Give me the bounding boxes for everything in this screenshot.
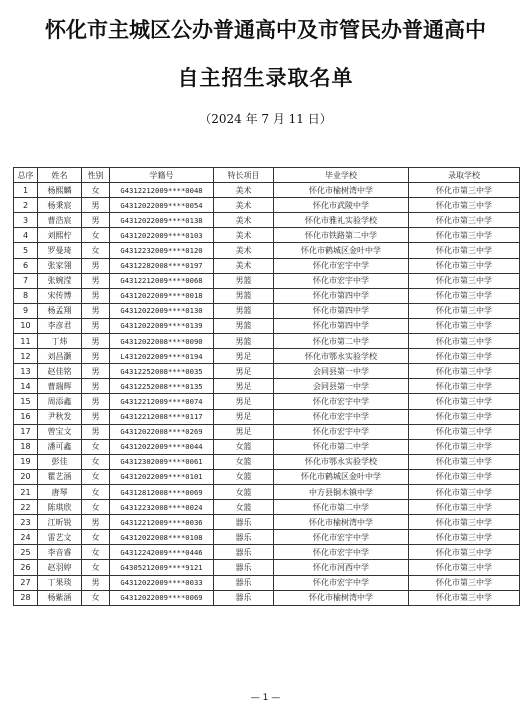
cell-admission-school: 怀化市第三中学 <box>409 575 520 590</box>
cell-student-id: G4312022009****0103 <box>110 228 214 243</box>
cell-specialty: 男足 <box>214 424 274 439</box>
cell-gender: 男 <box>82 379 110 394</box>
cell-index: 18 <box>14 439 38 454</box>
table-row <box>14 409 520 424</box>
cell-gender: 男 <box>82 303 110 318</box>
cell-index: 6 <box>14 258 38 273</box>
cell-specialty: 男足 <box>214 349 274 364</box>
cell-admission-school: 怀化市第三中学 <box>409 439 520 454</box>
cell-student-id: G4312242009****0446 <box>110 545 214 560</box>
cell-specialty: 美术 <box>214 243 274 258</box>
table-header-row <box>14 168 520 183</box>
cell-graduation-school: 怀化市第二中学 <box>274 500 409 515</box>
cell-admission-school: 怀化市第三中学 <box>409 379 520 394</box>
cell-student-id: L4312022009****0194 <box>110 349 214 364</box>
cell-specialty: 美术 <box>214 258 274 273</box>
cell-graduation-school: 怀化市鄂永实验学校 <box>274 454 409 469</box>
cell-student-id: G4312022009****0101 <box>110 469 214 484</box>
cell-student-id: G4312212009****0068 <box>110 273 214 288</box>
table-row <box>14 515 520 530</box>
cell-index: 24 <box>14 530 38 545</box>
table-row <box>14 500 520 515</box>
cell-index: 5 <box>14 243 38 258</box>
cell-name: 杨熙麟 <box>38 183 82 198</box>
cell-specialty: 女篮 <box>214 500 274 515</box>
table-row <box>14 469 520 484</box>
cell-student-id: G4312022009****0033 <box>110 575 214 590</box>
cell-name: 潘可鑫 <box>38 439 82 454</box>
cell-admission-school: 怀化市第三中学 <box>409 318 520 333</box>
cell-specialty: 男足 <box>214 409 274 424</box>
cell-graduation-school: 怀化市榆树湾中学 <box>274 590 409 605</box>
cell-name: 杨紫涵 <box>38 590 82 605</box>
table-row <box>14 318 520 333</box>
header-index: 总序 <box>14 168 38 183</box>
cell-name: 彭佳 <box>38 454 82 469</box>
cell-graduation-school: 怀化市第二中学 <box>274 439 409 454</box>
cell-admission-school: 怀化市第三中学 <box>409 334 520 349</box>
cell-student-id: G4312212008****0117 <box>110 409 214 424</box>
cell-gender: 女 <box>82 439 110 454</box>
header-gender: 性别 <box>82 168 110 183</box>
cell-admission-school: 怀化市第三中学 <box>409 273 520 288</box>
cell-index: 16 <box>14 409 38 424</box>
cell-student-id: G4312252008****0035 <box>110 364 214 379</box>
cell-student-id: G4312232009****0120 <box>110 243 214 258</box>
table-row <box>14 530 520 545</box>
cell-name: 曹浩宸 <box>38 213 82 228</box>
cell-specialty: 男篮 <box>214 318 274 333</box>
cell-admission-school: 怀化市第三中学 <box>409 530 520 545</box>
cell-gender: 男 <box>82 349 110 364</box>
cell-gender: 男 <box>82 213 110 228</box>
cell-admission-school: 怀化市第三中学 <box>409 228 520 243</box>
cell-specialty: 男篮 <box>214 273 274 288</box>
cell-index: 27 <box>14 575 38 590</box>
table-row <box>14 545 520 560</box>
cell-gender: 女 <box>82 500 110 515</box>
cell-specialty: 器乐 <box>214 530 274 545</box>
cell-name: 唐琴 <box>38 484 82 499</box>
cell-gender: 女 <box>82 590 110 605</box>
cell-specialty: 器乐 <box>214 590 274 605</box>
cell-gender: 女 <box>82 454 110 469</box>
page-number: — 1 — <box>250 693 281 703</box>
cell-index: 11 <box>14 334 38 349</box>
cell-graduation-school: 怀化市第四中学 <box>274 288 409 303</box>
cell-graduation-school: 怀化市第二中学 <box>274 334 409 349</box>
cell-name: 赵佳铭 <box>38 364 82 379</box>
cell-index: 4 <box>14 228 38 243</box>
cell-gender: 男 <box>82 394 110 409</box>
cell-student-id: G4312022009****0018 <box>110 288 214 303</box>
cell-index: 13 <box>14 364 38 379</box>
cell-name: 张家翎 <box>38 258 82 273</box>
cell-index: 8 <box>14 288 38 303</box>
cell-student-id: G4312282008****0197 <box>110 258 214 273</box>
cell-specialty: 男篮 <box>214 334 274 349</box>
cell-index: 17 <box>14 424 38 439</box>
cell-gender: 女 <box>82 530 110 545</box>
cell-specialty: 男篮 <box>214 288 274 303</box>
cell-name: 陈琪欣 <box>38 500 82 515</box>
cell-admission-school: 怀化市第三中学 <box>409 469 520 484</box>
table-row <box>14 288 520 303</box>
cell-specialty: 美术 <box>214 228 274 243</box>
table-row <box>14 439 520 454</box>
cell-index: 15 <box>14 394 38 409</box>
cell-name: 李彦君 <box>38 318 82 333</box>
table-row <box>14 590 520 605</box>
cell-admission-school: 怀化市第三中学 <box>409 454 520 469</box>
cell-admission-school: 怀化市第三中学 <box>409 183 520 198</box>
cell-index: 23 <box>14 515 38 530</box>
cell-name: 张婉滢 <box>38 273 82 288</box>
table-row <box>14 484 520 499</box>
cell-graduation-school: 怀化市榆树湾中学 <box>274 183 409 198</box>
admission-list-table <box>13 167 520 606</box>
cell-gender: 女 <box>82 469 110 484</box>
cell-index: 25 <box>14 545 38 560</box>
cell-gender: 女 <box>82 243 110 258</box>
cell-gender: 女 <box>82 560 110 575</box>
cell-student-id: G4312022009****0139 <box>110 318 214 333</box>
cell-name: 丁果琰 <box>38 575 82 590</box>
cell-name: 曾宝文 <box>38 424 82 439</box>
cell-graduation-school: 怀化市榆树湾中学 <box>274 515 409 530</box>
cell-graduation-school: 怀化市雅礼实验学校 <box>274 213 409 228</box>
cell-student-id: G4312212009****0074 <box>110 394 214 409</box>
cell-student-id: G4312022009****0069 <box>110 590 214 605</box>
cell-index: 2 <box>14 198 38 213</box>
cell-specialty: 器乐 <box>214 575 274 590</box>
table-row <box>14 273 520 288</box>
cell-specialty: 女篮 <box>214 484 274 499</box>
cell-specialty: 男足 <box>214 379 274 394</box>
cell-gender: 女 <box>82 183 110 198</box>
cell-admission-school: 怀化市第三中学 <box>409 394 520 409</box>
cell-admission-school: 怀化市第三中学 <box>409 364 520 379</box>
cell-specialty: 男篮 <box>214 303 274 318</box>
cell-graduation-school: 怀化市宏宇中学 <box>274 545 409 560</box>
cell-student-id: G4312232008****0024 <box>110 500 214 515</box>
document-date: （2024 年 7 月 11 日） <box>199 112 332 126</box>
cell-specialty: 男足 <box>214 394 274 409</box>
cell-index: 7 <box>14 273 38 288</box>
cell-name: 雷艺文 <box>38 530 82 545</box>
cell-admission-school: 怀化市第三中学 <box>409 484 520 499</box>
cell-admission-school: 怀化市第三中学 <box>409 545 520 560</box>
table-row <box>14 228 520 243</box>
cell-index: 22 <box>14 500 38 515</box>
cell-graduation-school: 怀化市宏宇中学 <box>274 258 409 273</box>
cell-gender: 男 <box>82 515 110 530</box>
cell-index: 1 <box>14 183 38 198</box>
cell-graduation-school: 怀化市铁路第二中学 <box>274 228 409 243</box>
cell-student-id: G4312022009****0044 <box>110 439 214 454</box>
cell-graduation-school: 怀化市鄂永实验学校 <box>274 349 409 364</box>
cell-student-id: G4312022008****0269 <box>110 424 214 439</box>
table-row <box>14 258 520 273</box>
cell-graduation-school: 怀化市宏宇中学 <box>274 424 409 439</box>
cell-specialty: 女篮 <box>214 469 274 484</box>
cell-admission-school: 怀化市第三中学 <box>409 515 520 530</box>
cell-gender: 男 <box>82 273 110 288</box>
cell-graduation-school: 怀化市第四中学 <box>274 318 409 333</box>
table-row <box>14 379 520 394</box>
cell-student-id: G4312022008****0108 <box>110 530 214 545</box>
cell-name: 瞿艺涵 <box>38 469 82 484</box>
cell-gender: 男 <box>82 318 110 333</box>
cell-admission-school: 怀化市第三中学 <box>409 424 520 439</box>
table-row <box>14 560 520 575</box>
cell-specialty: 美术 <box>214 198 274 213</box>
cell-gender: 男 <box>82 258 110 273</box>
cell-admission-school: 怀化市第三中学 <box>409 213 520 228</box>
cell-admission-school: 怀化市第三中学 <box>409 409 520 424</box>
cell-specialty: 器乐 <box>214 515 274 530</box>
table-row <box>14 183 520 198</box>
cell-student-id: G4312302009****0061 <box>110 454 214 469</box>
cell-name: 杨秉宸 <box>38 198 82 213</box>
cell-index: 10 <box>14 318 38 333</box>
cell-gender: 男 <box>82 409 110 424</box>
table-body <box>14 183 520 606</box>
cell-name: 罗曼琦 <box>38 243 82 258</box>
cell-student-id: G4305212009****9121 <box>110 560 214 575</box>
cell-index: 9 <box>14 303 38 318</box>
cell-index: 20 <box>14 469 38 484</box>
table-row <box>14 394 520 409</box>
cell-student-id: G4312022009****0130 <box>110 303 214 318</box>
header-admission-school: 录取学校 <box>409 168 520 183</box>
table-row <box>14 424 520 439</box>
cell-specialty: 器乐 <box>214 560 274 575</box>
cell-graduation-school: 怀化市宏宇中学 <box>274 575 409 590</box>
cell-graduation-school: 怀化市河西中学 <box>274 560 409 575</box>
cell-index: 28 <box>14 590 38 605</box>
table-row <box>14 303 520 318</box>
table-row <box>14 334 520 349</box>
cell-name: 曹瑞辉 <box>38 379 82 394</box>
cell-student-id: G4312252008****0135 <box>110 379 214 394</box>
cell-gender: 男 <box>82 575 110 590</box>
cell-admission-school: 怀化市第三中学 <box>409 500 520 515</box>
cell-specialty: 男足 <box>214 364 274 379</box>
cell-student-id: G4312022009****0054 <box>110 198 214 213</box>
header-student-id: 学籍号 <box>110 168 214 183</box>
table-row <box>14 213 520 228</box>
cell-admission-school: 怀化市第三中学 <box>409 349 520 364</box>
cell-graduation-school: 怀化市第四中学 <box>274 303 409 318</box>
header-specialty: 特长项目 <box>214 168 274 183</box>
cell-specialty: 女篮 <box>214 439 274 454</box>
cell-specialty: 女篮 <box>214 454 274 469</box>
cell-index: 26 <box>14 560 38 575</box>
cell-graduation-school: 怀化市武陵中学 <box>274 198 409 213</box>
table-row <box>14 243 520 258</box>
cell-name: 周添鑫 <box>38 394 82 409</box>
cell-specialty: 美术 <box>214 183 274 198</box>
cell-admission-school: 怀化市第三中学 <box>409 198 520 213</box>
table-row <box>14 349 520 364</box>
cell-specialty: 器乐 <box>214 545 274 560</box>
cell-admission-school: 怀化市第三中学 <box>409 288 520 303</box>
cell-admission-school: 怀化市第三中学 <box>409 590 520 605</box>
cell-name: 江昕锐 <box>38 515 82 530</box>
cell-name: 李音睿 <box>38 545 82 560</box>
cell-graduation-school: 怀化市鹤城区金叶中学 <box>274 243 409 258</box>
cell-graduation-school: 怀化市鹤城区金叶中学 <box>274 469 409 484</box>
cell-graduation-school: 会同县第一中学 <box>274 379 409 394</box>
cell-gender: 男 <box>82 334 110 349</box>
cell-gender: 男 <box>82 198 110 213</box>
document-title-line1: 怀化市主城区公办普通高中及市管民办普通高中 <box>45 17 486 42</box>
header-name: 姓名 <box>38 168 82 183</box>
cell-gender: 女 <box>82 484 110 499</box>
cell-name: 赵羽婷 <box>38 560 82 575</box>
cell-index: 12 <box>14 349 38 364</box>
cell-index: 14 <box>14 379 38 394</box>
cell-student-id: G4312022008****0090 <box>110 334 214 349</box>
cell-specialty: 美术 <box>214 213 274 228</box>
cell-gender: 女 <box>82 545 110 560</box>
cell-graduation-school: 怀化市宏宇中学 <box>274 273 409 288</box>
table-row <box>14 575 520 590</box>
cell-gender: 女 <box>82 228 110 243</box>
cell-admission-school: 怀化市第三中学 <box>409 560 520 575</box>
cell-graduation-school: 中方县铜木镇中学 <box>274 484 409 499</box>
document-title-line2: 自主招生录取名单 <box>177 65 354 90</box>
cell-graduation-school: 会同县第一中学 <box>274 364 409 379</box>
cell-name: 刘昌灏 <box>38 349 82 364</box>
cell-gender: 男 <box>82 364 110 379</box>
cell-name: 刘熙柠 <box>38 228 82 243</box>
table-row <box>14 454 520 469</box>
cell-gender: 男 <box>82 424 110 439</box>
cell-name: 尹秋发 <box>38 409 82 424</box>
cell-index: 21 <box>14 484 38 499</box>
cell-name: 丁炜 <box>38 334 82 349</box>
cell-index: 19 <box>14 454 38 469</box>
cell-graduation-school: 怀化市宏宇中学 <box>274 409 409 424</box>
table-row <box>14 198 520 213</box>
header-graduation-school: 毕业学校 <box>274 168 409 183</box>
cell-student-id: G4312022009****0138 <box>110 213 214 228</box>
cell-student-id: G4312212009****0048 <box>110 183 214 198</box>
cell-student-id: G4312212009****0036 <box>110 515 214 530</box>
table-row <box>14 364 520 379</box>
cell-admission-school: 怀化市第三中学 <box>409 243 520 258</box>
cell-student-id: G4312812008****0069 <box>110 484 214 499</box>
cell-graduation-school: 怀化市宏宇中学 <box>274 530 409 545</box>
cell-name: 杨孟翔 <box>38 303 82 318</box>
cell-graduation-school: 怀化市宏宇中学 <box>274 394 409 409</box>
cell-index: 3 <box>14 213 38 228</box>
cell-name: 宋传博 <box>38 288 82 303</box>
cell-admission-school: 怀化市第三中学 <box>409 258 520 273</box>
cell-admission-school: 怀化市第三中学 <box>409 303 520 318</box>
cell-gender: 男 <box>82 288 110 303</box>
